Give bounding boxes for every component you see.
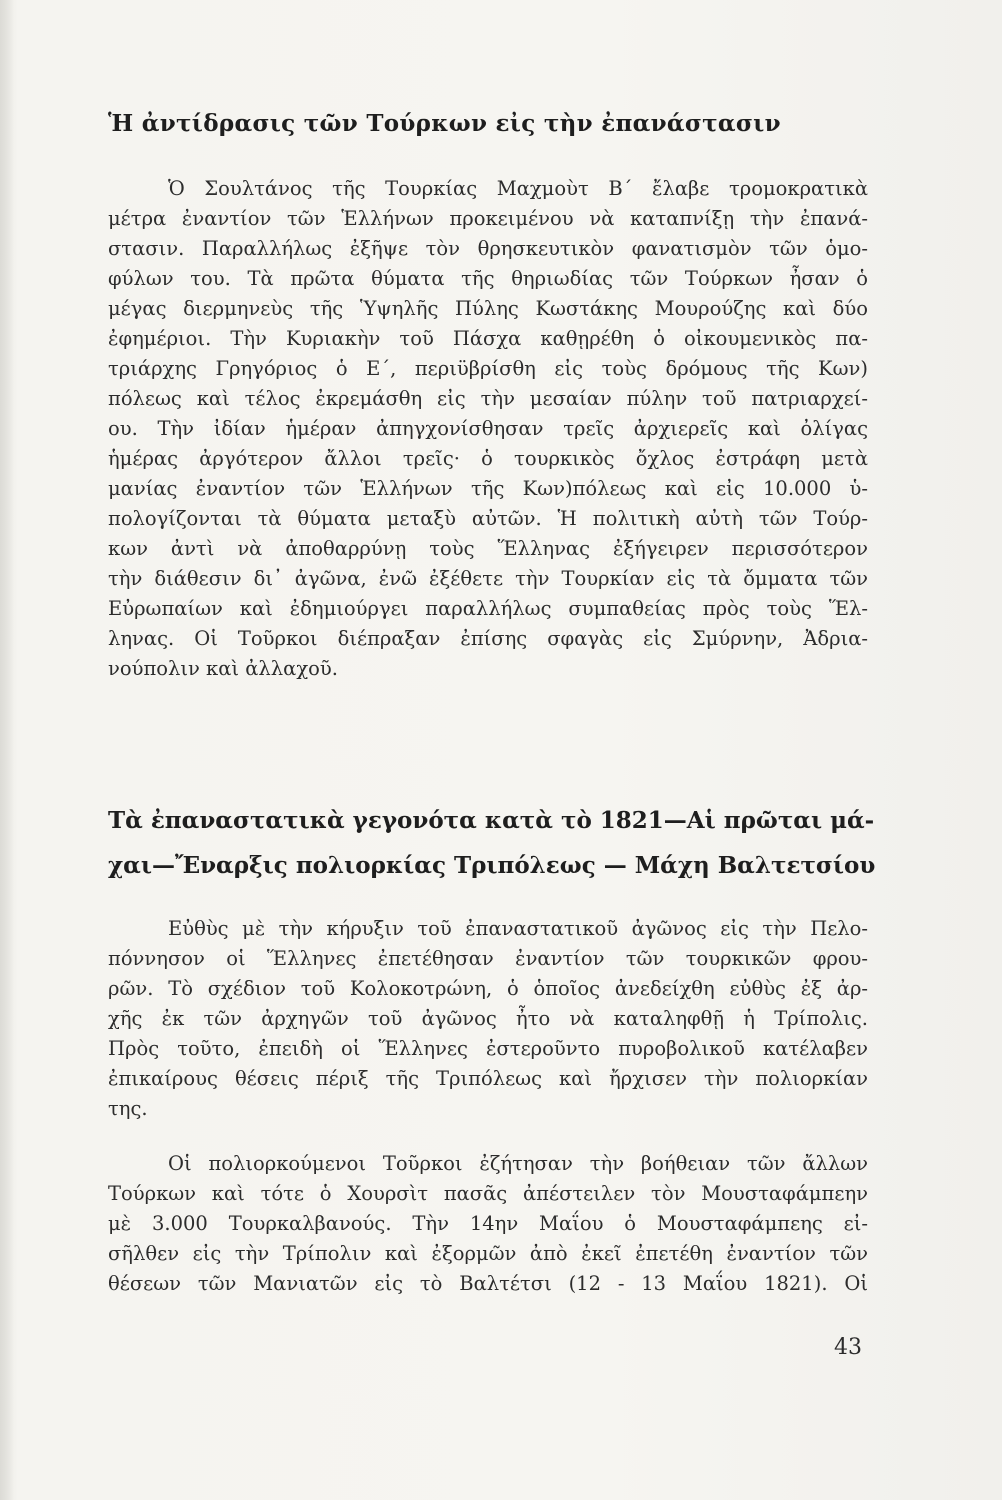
text-line: φύλων του. Τὰ πρῶτα θύματα τῆς θηριωδίας τῶν Τούρκων ἦσαν ὁ	[108, 267, 868, 290]
section-title-line: Τὰ ἐπαναστατικὰ γεγονότα κατὰ τὸ 1821—Αἱ πρῶται μά-	[108, 807, 875, 834]
text-line: ἐπικαίρους θέσεις πέριξ τῆς Τριπόλεως καὶ ἤρχισεν τὴν πολιορκίαν	[108, 1067, 868, 1090]
text-line: Εὐρωπαίων καὶ ἐδημιούργει παραλλήλως συμπαθείας πρὸς τοὺς Ἕλ-	[108, 597, 868, 620]
text-line: Οἱ πολιορκούμενοι Τοῦρκοι ἐζήτησαν τὴν βοήθειαν τῶν ἄλλων	[168, 1152, 868, 1175]
page-number: 43	[834, 1335, 862, 1360]
text-line: Ὁ Σουλτάνος τῆς Τουρκίας Μαχμοὺτ Β΄ ἔλαβε τρομοκρατικὰ	[168, 177, 868, 200]
paragraph-turkish-reaction	[108, 174, 868, 684]
text-line: τὴν διάθεσιν δι᾽ ἀγῶνα, ἐνῶ ἐξέθετε τὴν Τουρκίαν εἰς τὰ ὄμματα τῶν	[108, 567, 868, 590]
text-line: της.	[108, 1097, 148, 1120]
text-line: νούπολιν καὶ ἀλλαχοῦ.	[108, 657, 338, 680]
paragraph-battle-of-valtetsi	[108, 1149, 868, 1299]
section-title-line: χαι—Ἔναρξις πολιορκίας Τριπόλεως — Μάχη Βαλτετσίου	[108, 852, 876, 879]
text-line: μέγας διερμηνεὺς τῆς Ὑψηλῆς Πύλης Κωστάκης Μουρούζης καὶ δύο	[108, 297, 868, 320]
text-line: ἡμέρας ἀργότερον ἄλλοι τρεῖς· ὁ τουρκικὸς ὄχλος ἐστράφη μετὰ	[108, 447, 868, 470]
text-line: ληνας. Οἱ Τοῦρκοι διέπραξαν ἐπίσης σφαγὰς εἰς Σμύρνην, Ἀδρια-	[108, 627, 868, 650]
text-line: ου. Τὴν ἰδίαν ἡμέραν ἀπηγχονίσθησαν τρεῖς ἀρχιερεῖς καὶ ὀλίγας	[108, 417, 868, 440]
text-line: ἐφημέριοι. Τὴν Κυριακὴν τοῦ Πάσχα καθῃρέθη ὁ οἰκουμενικὸς πα-	[108, 327, 868, 350]
page-gutter-shadow	[0, 0, 14, 1500]
text-line: σῆλθεν εἰς τὴν Τρίπολιν καὶ ἐξορμῶν ἀπὸ ἐκεῖ ἐπετέθη ἐναντίον τῶν	[108, 1242, 868, 1265]
text-line: πόννησον οἱ Ἕλληνες ἐπετέθησαν ἐναντίον τῶν τουρκικῶν φρου-	[108, 947, 868, 970]
section-title-revolutionary-events	[108, 798, 876, 888]
text-line: ρῶν. Τὸ σχέδιον τοῦ Κολοκοτρώνη, ὁ ὁποῖος ἀνεδείχθη εὐθὺς ἐξ ἀρ-	[108, 977, 868, 1000]
text-line: τριάρχης Γρηγόριος ὁ Ε΄, περιϋβρίσθη εἰς τοὺς δρόμους τῆς Κων)	[108, 357, 868, 380]
text-line: χῆς ἐκ τῶν ἀρχηγῶν τοῦ ἀγῶνος ἦτο νὰ καταληφθῇ ἡ Τρίπολις.	[108, 1007, 868, 1030]
text-line: Πρὸς τοῦτο, ἐπειδὴ οἱ Ἕλληνες ἐστεροῦντο πυροβολικοῦ κατέλαβεν	[108, 1037, 868, 1060]
text-line: κων ἀντὶ νὰ ἀποθαρρύνῃ τοὺς Ἕλληνας ἐξήγειρεν περισσότερον	[108, 537, 868, 560]
text-line: μέτρα ἐναντίον τῶν Ἑλλήνων προκειμένου νὰ καταπνίξῃ τὴν ἐπανά-	[108, 207, 868, 230]
text-line: Εὐθὺς μὲ τὴν κήρυξιν τοῦ ἐπαναστατικοῦ ἀγῶνος εἰς τὴν Πελο-	[168, 917, 868, 940]
section-title-turkish-reaction: Ἡ ἀντίδρασις τῶν Τούρκων εἰς τὴν ἐπανάστασιν	[108, 110, 781, 137]
text-line: Τούρκων καὶ τότε ὁ Χουρσὶτ πασᾶς ἀπέστειλεν τὸν Μουσταφάμπεην	[108, 1182, 868, 1205]
paragraph-siege-of-tripoli	[108, 914, 868, 1124]
text-line: θέσεων τῶν Μανιατῶν εἰς τὸ Βαλτέτσι (12 - 13 Μαΐου 1821). Οἱ	[108, 1272, 868, 1295]
text-line: πολογίζονται τὰ θύματα μεταξὺ αὐτῶν. Ἡ πολιτικὴ αὐτὴ τῶν Τούρ-	[108, 507, 868, 530]
text-line: πόλεως καὶ τέλος ἐκρεμάσθη εἰς τὴν μεσαίαν πύλην τοῦ πατριαρχεί-	[108, 387, 868, 410]
text-line: μανίας ἐναντίον τῶν Ἑλλήνων τῆς Κων)πόλεως καὶ εἰς 10.000 ὑ-	[108, 477, 868, 500]
text-line: στασιν. Παραλλήλως ἐξῆψε τὸν θρησκευτικὸν φανατισμὸν τῶν ὁμο-	[108, 237, 868, 260]
text-line: μὲ 3.000 Τουρκαλβανούς. Τὴν 14ην Μαΐου ὁ Μουσταφάμπεης εἰ-	[108, 1212, 868, 1235]
